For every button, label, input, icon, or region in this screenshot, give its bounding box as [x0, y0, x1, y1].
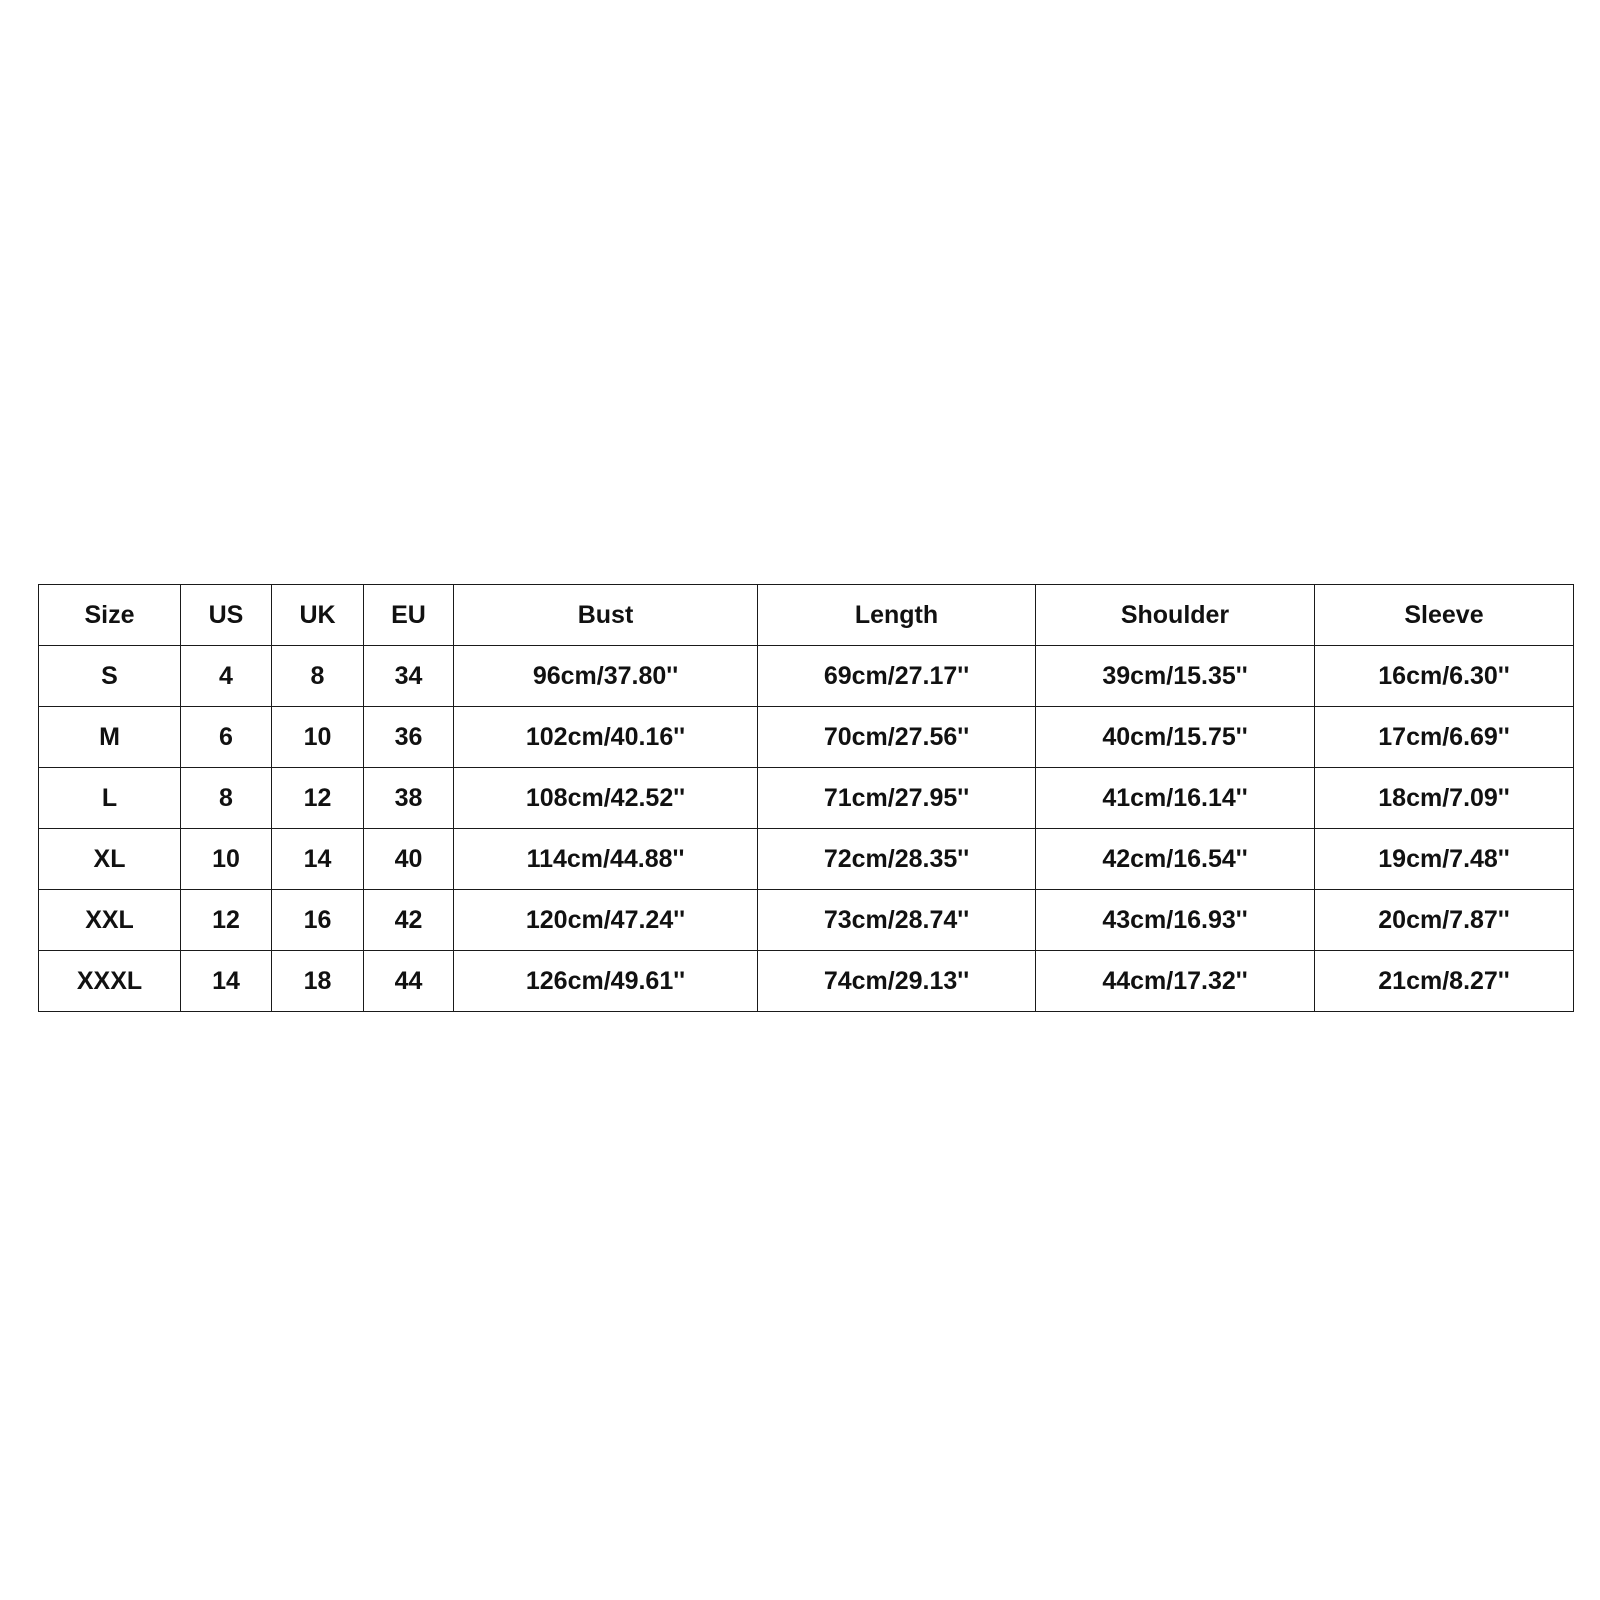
- cell-uk: 14: [272, 829, 364, 890]
- cell-eu: 34: [364, 646, 454, 707]
- header-uk: UK: [272, 585, 364, 646]
- cell-sleeve: 19cm/7.48'': [1315, 829, 1574, 890]
- cell-size: XL: [39, 829, 181, 890]
- table-row: [39, 890, 1574, 951]
- cell-length: 69cm/27.17'': [758, 646, 1036, 707]
- cell-shoulder: 39cm/15.35'': [1036, 646, 1315, 707]
- cell-eu: 42: [364, 890, 454, 951]
- cell-sleeve: 18cm/7.09'': [1315, 768, 1574, 829]
- cell-sleeve: 17cm/6.69'': [1315, 707, 1574, 768]
- cell-eu: 36: [364, 707, 454, 768]
- cell-eu: 44: [364, 951, 454, 1012]
- cell-bust: 126cm/49.61'': [454, 951, 758, 1012]
- cell-us: 14: [181, 951, 272, 1012]
- header-eu: EU: [364, 585, 454, 646]
- cell-shoulder: 44cm/17.32'': [1036, 951, 1315, 1012]
- cell-sleeve: 20cm/7.87'': [1315, 890, 1574, 951]
- table-header-row: [39, 585, 1574, 646]
- cell-shoulder: 43cm/16.93'': [1036, 890, 1315, 951]
- cell-bust: 108cm/42.52'': [454, 768, 758, 829]
- cell-us: 12: [181, 890, 272, 951]
- cell-size: S: [39, 646, 181, 707]
- cell-uk: 16: [272, 890, 364, 951]
- cell-size: XXXL: [39, 951, 181, 1012]
- header-size: Size: [39, 585, 181, 646]
- cell-length: 73cm/28.74'': [758, 890, 1036, 951]
- cell-shoulder: 41cm/16.14'': [1036, 768, 1315, 829]
- cell-length: 72cm/28.35'': [758, 829, 1036, 890]
- cell-bust: 102cm/40.16'': [454, 707, 758, 768]
- cell-us: 10: [181, 829, 272, 890]
- header-sleeve: Sleeve: [1315, 585, 1574, 646]
- header-length: Length: [758, 585, 1036, 646]
- table-row: [39, 646, 1574, 707]
- cell-eu: 40: [364, 829, 454, 890]
- cell-shoulder: 40cm/15.75'': [1036, 707, 1315, 768]
- cell-length: 71cm/27.95'': [758, 768, 1036, 829]
- table-row: [39, 768, 1574, 829]
- cell-uk: 8: [272, 646, 364, 707]
- cell-bust: 96cm/37.80'': [454, 646, 758, 707]
- cell-uk: 12: [272, 768, 364, 829]
- table-row: [39, 951, 1574, 1012]
- cell-sleeve: 16cm/6.30'': [1315, 646, 1574, 707]
- cell-shoulder: 42cm/16.54'': [1036, 829, 1315, 890]
- table-row: [39, 707, 1574, 768]
- cell-bust: 120cm/47.24'': [454, 890, 758, 951]
- cell-us: 6: [181, 707, 272, 768]
- cell-sleeve: 21cm/8.27'': [1315, 951, 1574, 1012]
- table-row: [39, 829, 1574, 890]
- cell-us: 4: [181, 646, 272, 707]
- header-shoulder: Shoulder: [1036, 585, 1315, 646]
- header-bust: Bust: [454, 585, 758, 646]
- cell-length: 70cm/27.56'': [758, 707, 1036, 768]
- header-us: US: [181, 585, 272, 646]
- cell-size: XXL: [39, 890, 181, 951]
- cell-size: L: [39, 768, 181, 829]
- cell-eu: 38: [364, 768, 454, 829]
- cell-uk: 18: [272, 951, 364, 1012]
- cell-length: 74cm/29.13'': [758, 951, 1036, 1012]
- cell-bust: 114cm/44.88'': [454, 829, 758, 890]
- cell-uk: 10: [272, 707, 364, 768]
- cell-size: M: [39, 707, 181, 768]
- size-chart-table: [38, 584, 1574, 1012]
- cell-us: 8: [181, 768, 272, 829]
